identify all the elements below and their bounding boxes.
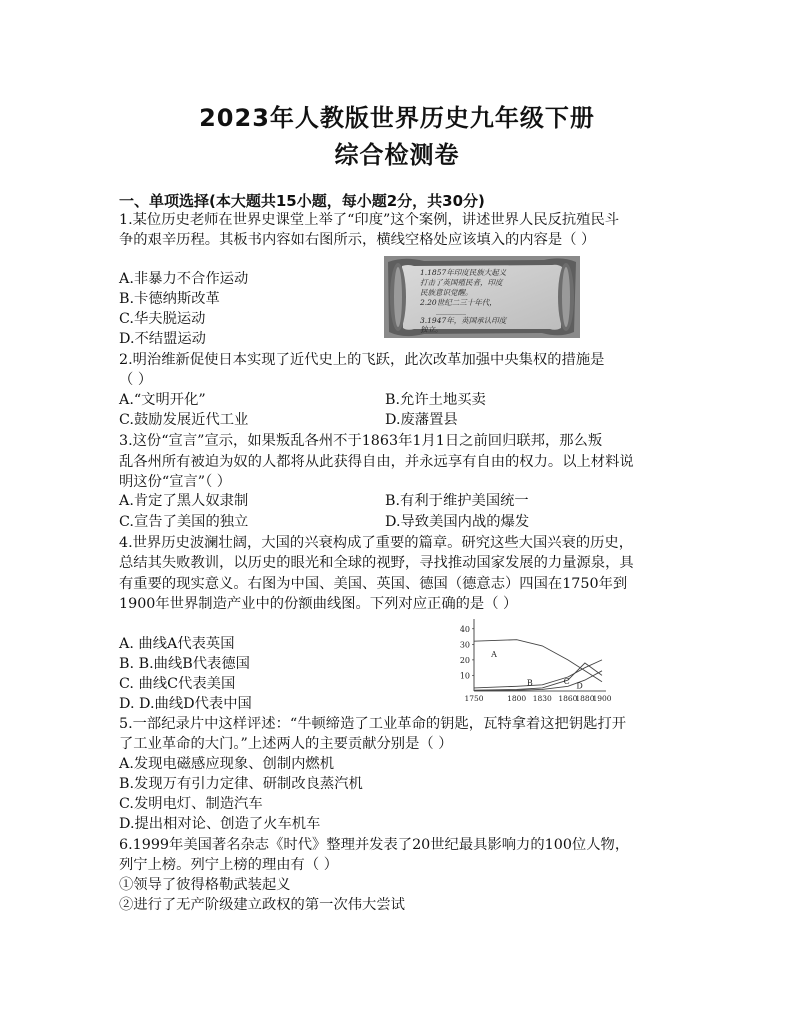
q5-option-c: C.发明电灯、制造汽车 xyxy=(119,796,263,812)
x-tick-label: 1900 xyxy=(592,694,612,703)
board-blank: ________ xyxy=(436,306,466,315)
q4-line1: 4.世界历史波澜壮阔，大国的兴衰构成了重要的篇章。研究这些大国兴衰的历史， xyxy=(119,535,634,551)
q2-option-c: C.鼓励发展近代工业 xyxy=(119,412,249,428)
line-chart-svg xyxy=(452,615,612,707)
q2-line1: 2.明治维新促使日本实现了近代史上的飞跃，此次改革加强中央集权的措施是 xyxy=(119,352,605,368)
q6-item-1: ①领导了彼得格勒武装起义 xyxy=(119,877,291,893)
q2-option-d: D.废藩置县 xyxy=(385,412,458,428)
board-line-4: 2.20世纪二三十年代， xyxy=(420,298,497,307)
x-tick-label: 1750 xyxy=(464,694,484,703)
q1-option-d: D.不结盟运动 xyxy=(119,331,206,347)
q3-option-c: C.宣告了美国的独立 xyxy=(119,514,249,530)
q4-option-b: B. B.曲线B代表德国 xyxy=(119,656,250,672)
q1-line2: 争的艰辛历程。其板书内容如右图所示，横线空格处应该填入的内容是（ ） xyxy=(119,232,596,248)
q5-option-d: D.提出相对论、创造了火车机车 xyxy=(119,816,321,832)
q4-option-c: C. 曲线C代表美国 xyxy=(119,676,236,692)
q5-option-b: B.发现万有引力定律、研制改良蒸汽机 xyxy=(119,776,363,792)
x-tick-label: 1830 xyxy=(532,694,552,703)
blackboard-scroll-image xyxy=(384,256,580,338)
y-tick-label: 40 xyxy=(459,624,470,634)
q3-line3: 明这份“宣言”（ ） xyxy=(119,474,232,490)
board-line-2: 打击了英国殖民者，印度 xyxy=(420,278,503,287)
q6-line1: 6.1999年美国著名杂志《时代》整理并发表了20世纪最具影响力的100位人物， xyxy=(119,837,630,853)
q4-line4: 1900年世界制造产业中的份额曲线图。下列对应正确的是（ ） xyxy=(119,596,518,612)
x-tick-label: 1800 xyxy=(507,694,527,703)
series-line-a xyxy=(474,640,602,682)
q4-option-a: A. 曲线A代表英国 xyxy=(119,636,235,652)
q2-line2: （ ） xyxy=(119,372,153,388)
y-tick-label: 20 xyxy=(459,655,470,665)
series-label-a: A xyxy=(491,649,497,659)
q4-option-d: D. D.曲线D代表中国 xyxy=(119,696,252,712)
board-line-5: 3.1947年，英国承认印度 xyxy=(420,316,507,325)
q4-line2: 总结其失败教训，以历史的眼光和全球的视野，寻找推动国家发展的力量源泉，具 xyxy=(119,555,634,571)
q5-line1: 5.一部纪录片中这样评述：“牛顿缔造了工业革命的钥匙，瓦特拿着这把钥匙打开 xyxy=(119,716,627,732)
document-subtitle: 综合检测卷 xyxy=(334,141,460,169)
q3-option-b: B.有利于维护美国统一 xyxy=(385,493,529,509)
x-tick-label: 1860 xyxy=(558,694,578,703)
q4-line3: 有重要的现实意义。右图为中国、美国、英国、德国（德意志）四国在1750年到 xyxy=(119,576,628,592)
section-heading: 一、单项选择(本大题共15小题，每小题2分，共30分) xyxy=(119,192,485,210)
q5-line2: 了工业革命的大门。”上述两人的主要贡献分别是（ ） xyxy=(119,736,453,752)
series-label-b: B xyxy=(526,678,533,688)
q3-option-d: D.导致美国内战的爆发 xyxy=(385,514,530,530)
q1-option-b: B.卡德纳斯改革 xyxy=(119,291,220,307)
series-label-c: C xyxy=(563,677,570,686)
q5-option-a: A.发现电磁感应现象、创制内燃机 xyxy=(119,756,335,772)
manufacturing-share-chart xyxy=(452,615,612,707)
q6-line2: 列宁上榜。列宁上榜的理由有（ ） xyxy=(119,857,338,873)
document-title: 2023年人教版世界历史九年级下册 xyxy=(199,104,595,132)
y-tick-label: 30 xyxy=(459,640,470,650)
x-tick-label: 1880 xyxy=(575,694,595,703)
q3-line2: 乱各州所有被迫为奴的人都将从此获得自由，并永远享有自由的权力。以上材料说 xyxy=(119,454,634,470)
board-line-1: 1.1857年印度民族大起义 xyxy=(420,268,507,277)
board-line-6: 独立。 xyxy=(420,325,443,334)
q3-option-a: A.肯定了黑人奴隶制 xyxy=(119,493,249,509)
y-tick-label: 10 xyxy=(459,671,470,681)
board-line-3: 民族意识觉醒。 xyxy=(420,288,473,297)
q2-option-b: B.允许土地买卖 xyxy=(385,392,486,408)
q1-line1: 1.某位历史老师在世界史课堂上举了“印度”这个案例，讲述世界人民反抗殖民斗 xyxy=(119,212,620,228)
q1-option-a: A.非暴力不合作运动 xyxy=(119,271,249,287)
q1-option-c: C.华夫脱运动 xyxy=(119,311,206,327)
series-label-d: D xyxy=(576,681,583,691)
q3-line1: 3.这份“宣言”宣示，如果叛乱各州不于1863年1月1日之前回归联邦，那么叛 xyxy=(119,433,603,449)
q2-option-a: A.“文明开化” xyxy=(119,392,206,408)
q6-item-2: ②进行了无产阶级建立政权的第一次伟大尝试 xyxy=(119,897,405,913)
